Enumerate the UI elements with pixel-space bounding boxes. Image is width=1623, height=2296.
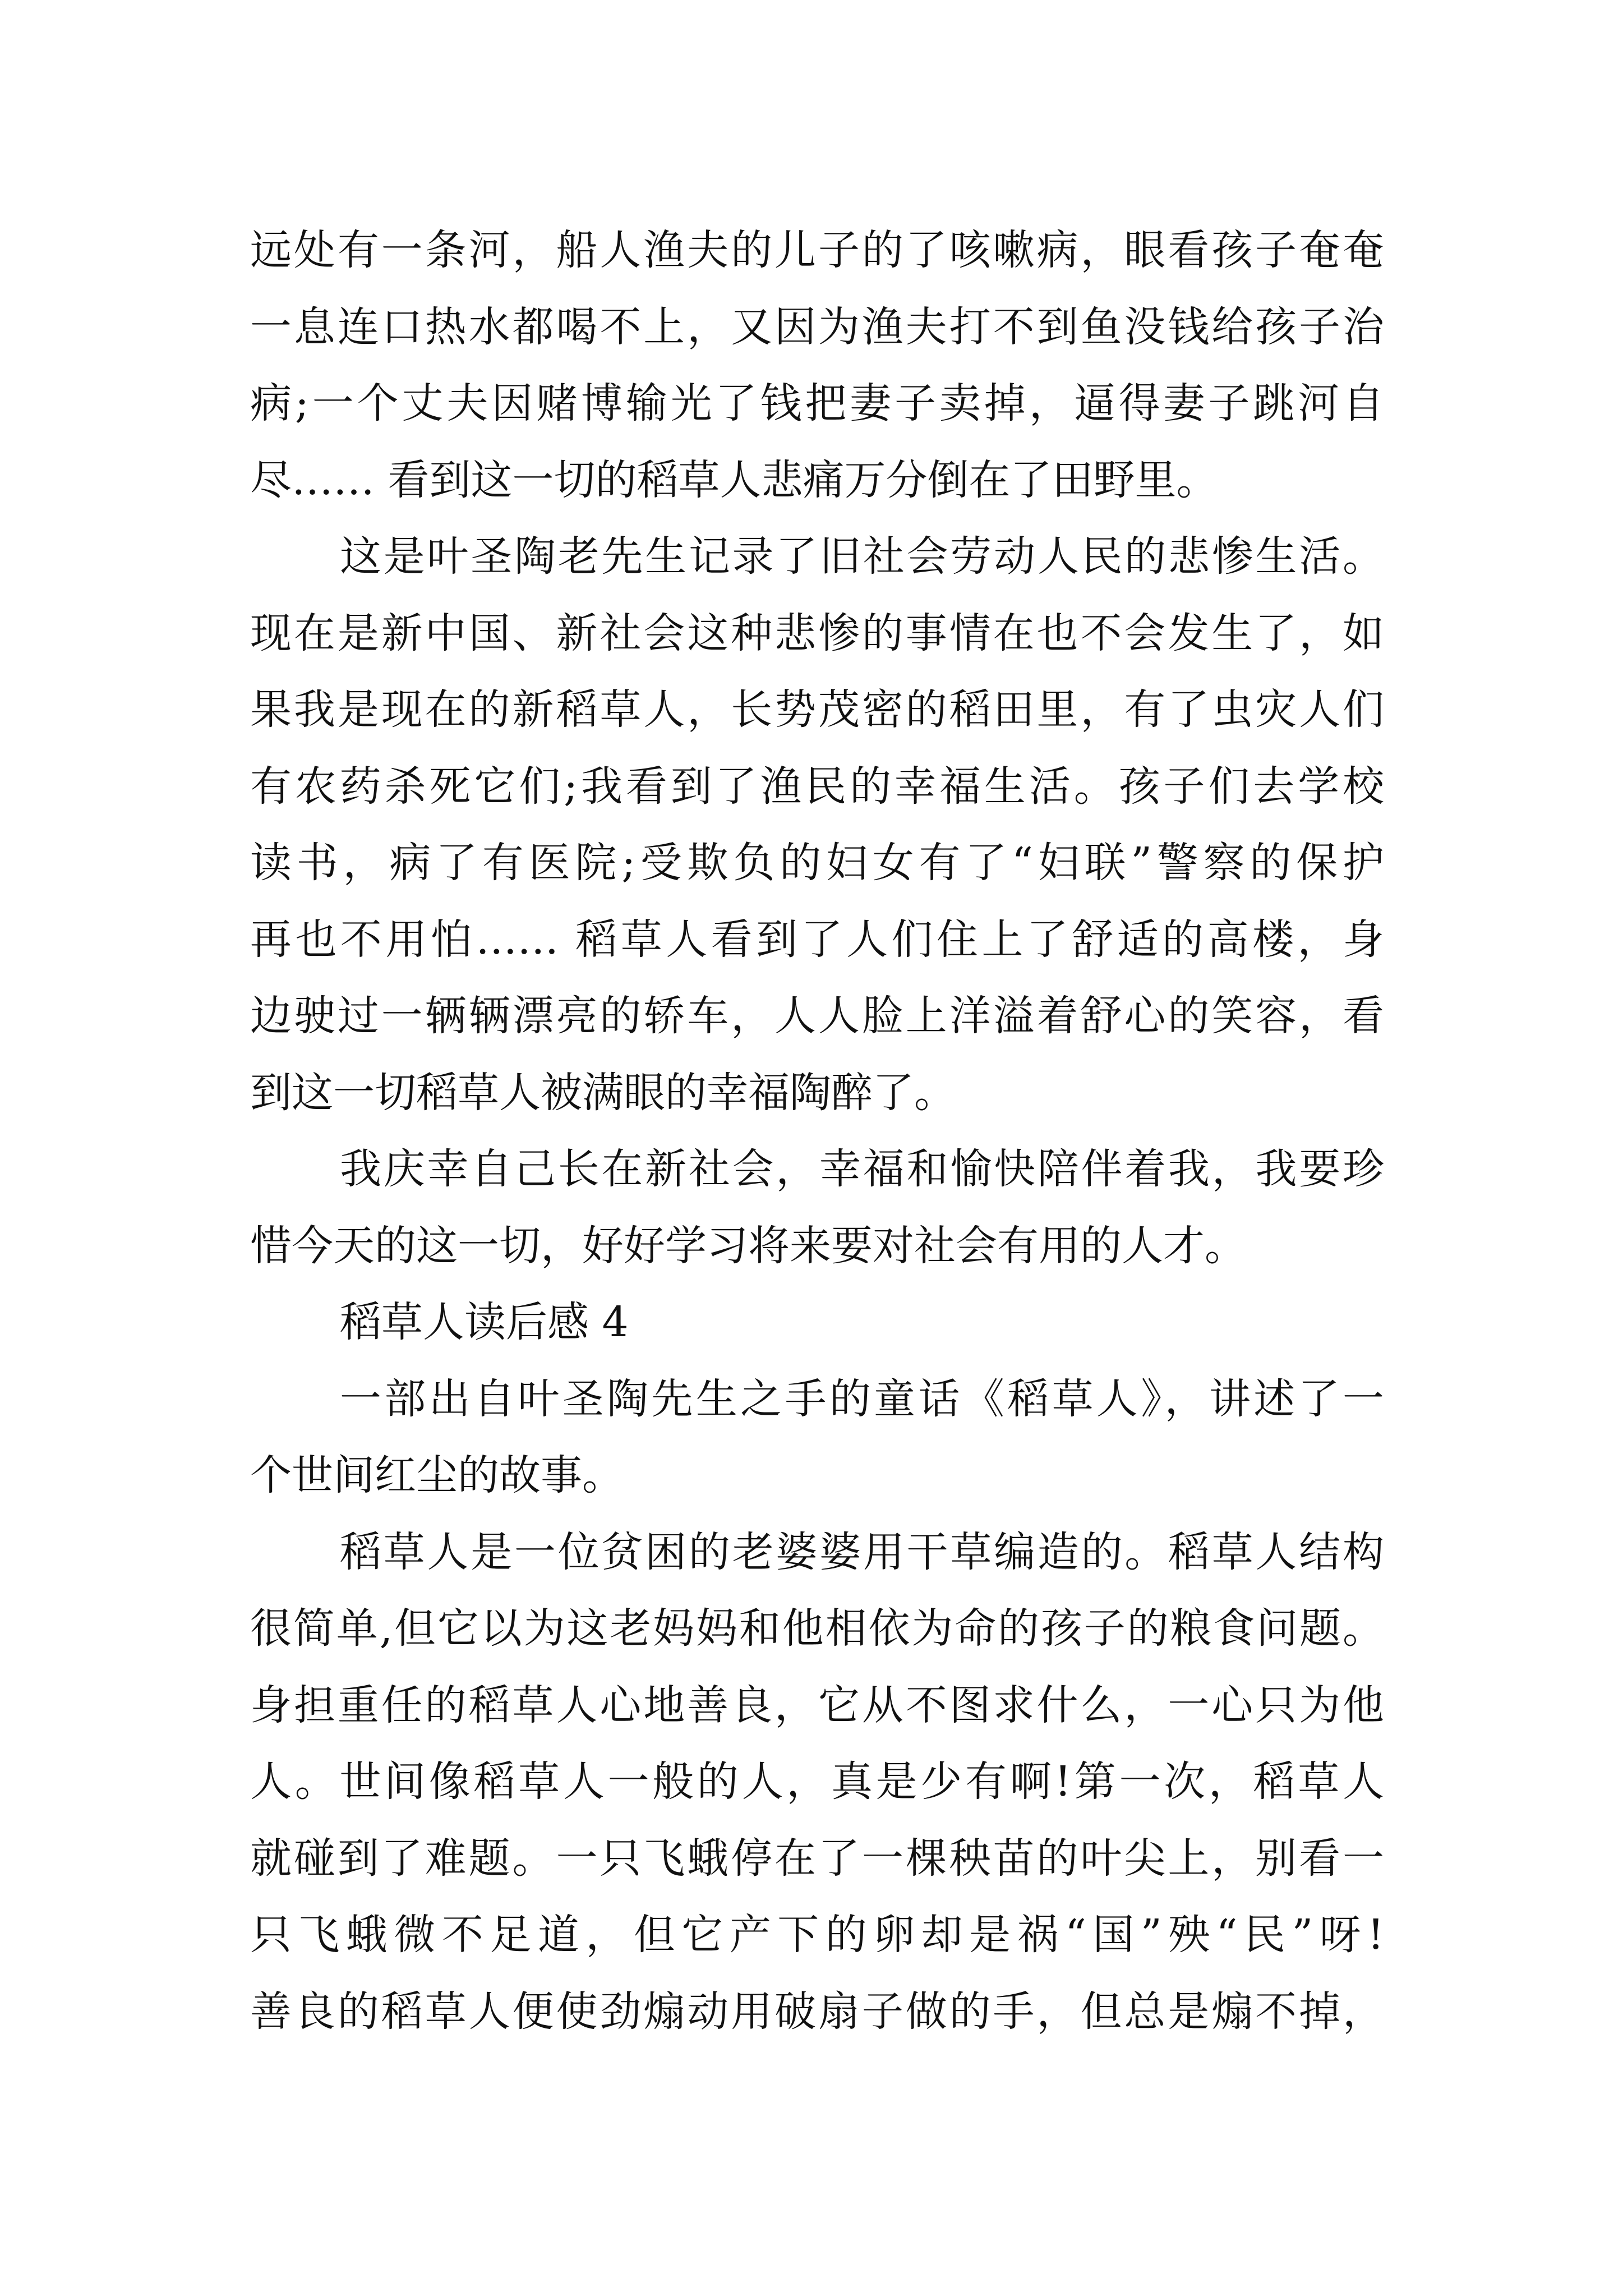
paragraph-line: 一部出自叶圣陶先生之手的童话《稻草人》，讲述了一 <box>340 1374 1384 1423</box>
paragraph <box>250 1361 1384 1514</box>
paragraph-line: 个世间红尘的故事。 <box>250 1451 624 1499</box>
section-heading: 稻草人读后感 4 <box>340 1298 629 1346</box>
paragraph-line: 远处有一条河，船人渔夫的儿子的了咳嗽病，眼看孩子奄奄 <box>250 226 1384 274</box>
paragraph-line: 尽…… 看到这一切的稻草人悲痛万分倒在了田野里。 <box>250 455 1218 504</box>
paragraph-line: 再也不用怕…… 稻草人看到了人们住上了舒适的高楼，身 <box>250 915 1384 964</box>
paragraph <box>250 212 1384 518</box>
paragraph-line: 到这一切稻草人被满眼的幸福陶醉了。 <box>250 1068 956 1117</box>
paragraph-line: 身担重任的稻草人心地善良，它从不图求什么，一心只为他 <box>250 1681 1384 1729</box>
paragraph-line: 很简单,但它以为这老妈妈和他相依为命的孩子的粮食问题。 <box>250 1604 1384 1653</box>
paragraph-line: 这是叶圣陶老先生记录了旧社会劳动人民的悲惨生活。 <box>340 532 1384 581</box>
paragraph-line: 有农药杀死它们;我看到了渔民的幸福生活。孩子们去学校 <box>250 762 1384 811</box>
paragraph-line: 边驶过一辆辆漂亮的轿车，人人脸上洋溢着舒心的笑容，看 <box>250 992 1384 1040</box>
paragraph <box>250 1514 1384 2050</box>
paragraph-line: 一息连口热水都喝不上，又因为渔夫打不到鱼没钱给孩子治 <box>250 302 1384 351</box>
paragraph-line: 我庆幸自己长在新社会，幸福和愉快陪伴着我，我要珍 <box>340 1145 1384 1193</box>
document-page <box>250 212 1384 2050</box>
paragraph-line: 只飞蛾微不足道，但它产下的卵却是祸“国”殃“民”呀! <box>250 1911 1384 1959</box>
paragraph <box>250 1131 1384 1284</box>
paragraph-line: 稻草人是一位贫困的老婆婆用干草编造的。稻草人结构 <box>340 1527 1384 1576</box>
paragraph-line: 现在是新中国、新社会这种悲惨的事情在也不会发生了，如 <box>250 609 1384 657</box>
paragraph-line: 惜今天的这一切，好好学习将来要对社会有用的人才。 <box>250 1221 1246 1270</box>
paragraph <box>250 518 1384 1131</box>
paragraph-line: 读书，病了有医院;受欺负的妇女有了“妇联”警察的保护 <box>250 839 1384 887</box>
paragraph-line: 人。世间像稻草人一般的人，真是少有啊!第一次，稻草人 <box>250 1757 1384 1806</box>
paragraph-line: 果我是现在的新稻草人，长势茂密的稻田里，有了虫灾人们 <box>250 685 1384 734</box>
paragraph-line: 善良的稻草人便使劲煽动用破扇子做的手，但总是煽不掉， <box>250 1987 1384 2036</box>
paragraph-line: 病;一个丈夫因赌博输光了钱把妻子卖掉，逼得妻子跳河自 <box>250 379 1384 427</box>
paragraph-line: 就碰到了难题。一只飞蛾停在了一棵秧苗的叶尖上，别看一 <box>250 1834 1384 1883</box>
